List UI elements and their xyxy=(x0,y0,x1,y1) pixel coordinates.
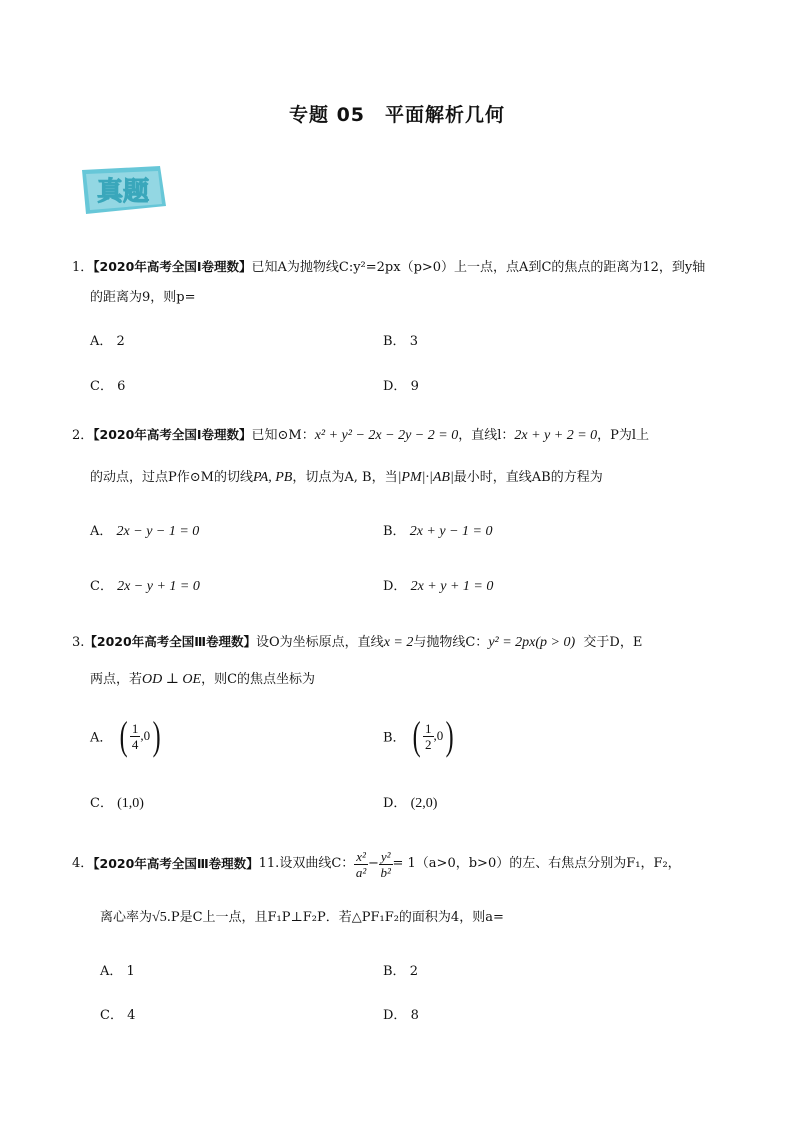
q2-source: 【2020年高考全国Ⅰ卷理数】 xyxy=(93,427,252,442)
q4-option-b: B． 2 xyxy=(383,964,418,979)
q3-option-d: D． (2,0) xyxy=(383,796,438,811)
q4-option-d: D． 8 xyxy=(383,1008,419,1023)
q1-option-a: A． 2 xyxy=(90,334,125,349)
q2-option-a: A． 2x − y − 1 = 0 xyxy=(90,524,200,539)
question-3-line-1: 3.【2020年高考全国Ⅲ卷理数】设O为坐标原点，直线x = 2与抛物线C：y² = 2px(p > 0) 交于D，E xyxy=(72,634,643,650)
q4-option-c: C． 4 xyxy=(100,1008,136,1023)
q3-option-b: B． ( $\frac{1}{2}$ ,0) xyxy=(383,713,454,758)
q1-option-c: C． 6 xyxy=(90,379,126,394)
q4-source: 【2020年高考全国Ⅲ卷理数】 xyxy=(93,856,259,871)
q1-stem-line-2: 的距离为9，则p= xyxy=(90,290,196,305)
q2-option-c: C． 2x − y + 1 = 0 xyxy=(90,579,200,594)
q1-source: 【2020年高考全国Ⅰ卷理数】 xyxy=(93,259,252,274)
sqrt-5: √5 xyxy=(152,910,167,925)
q1-number: 1． xyxy=(72,260,94,275)
q2-option-d: D． 2x + y + 1 = 0 xyxy=(383,579,494,594)
badge-text: 真题 xyxy=(96,177,150,207)
q3-option-c: C． (1,0) xyxy=(90,796,144,811)
q2-line-equation: 2x + y + 2 = 0 xyxy=(514,428,598,443)
q1-option-d: D． 9 xyxy=(383,379,419,394)
q3-option-a: A． ( $\frac{1}{4}$ ,0) xyxy=(90,713,161,758)
zhenti-badge xyxy=(80,166,166,214)
question-1-line-1 xyxy=(72,256,705,275)
question-2-line-2: 的动点，过点P作⊙M的切线PA, PB，切点为A, B，当|PM|·|AB|最小时，直线AB的方程为 xyxy=(90,470,603,485)
q3-source: 【2020年高考全国Ⅲ卷理数】 xyxy=(84,634,257,649)
q2-option-b: B． 2x + y − 1 = 0 xyxy=(383,524,493,539)
q1-stem-line-1: 已知A为抛物线C:y²=2px（p>0）上一点，点A到C的焦点的距离为12，到y轴 xyxy=(251,260,706,275)
q2-circle-equation: x² + y² − 2x − 2y − 2 = 0 xyxy=(314,428,459,443)
question-4-line-1: 4．【2020年高考全国Ⅲ卷理数】11.设双曲线C： $\frac{\text{x²}}{\text{a²}}$ − $\frac{\text{y²}}{\text{b²}}$ = 1（a>0，b>0）的左、右焦点分别为F₁，F₂， xyxy=(72,848,681,880)
question-2-line-1: 2．【2020年高考全国Ⅰ卷理数】已知⊙M：x² + y² − 2x − 2y − 2 = 0，直线l：2x + y + 2 = 0，P为l上 xyxy=(72,427,650,443)
q1-option-b: B． 3 xyxy=(383,334,418,349)
page-title: 专题 05 平面解析几何 xyxy=(288,104,506,126)
question-3-line-2: 两点，若OD ⊥ OE，则C的焦点坐标为 xyxy=(90,672,316,687)
q4-option-a: A． 1 xyxy=(100,964,135,979)
question-4-line-2: 离心率为√5.P是C上一点，且F₁P⊥F₂P．若△PF₁F₂的面积为4，则a= xyxy=(100,910,504,925)
